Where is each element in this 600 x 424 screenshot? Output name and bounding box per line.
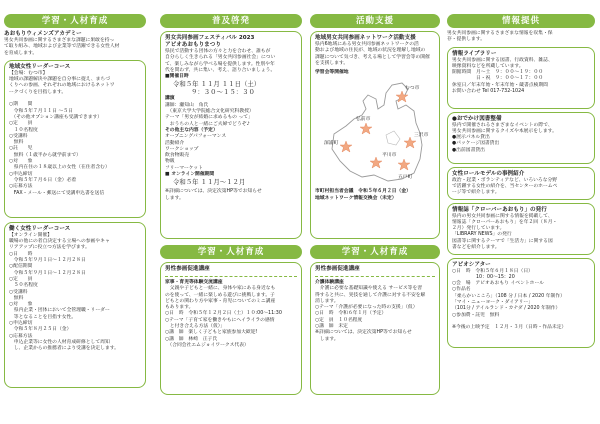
theater-line: ○日 時 令和５年６月１８日（日） (452, 268, 533, 274)
working-course-line: 県内企業・団体において全管理職・リーダー (9, 308, 110, 314)
working-course-line: ○配信期間 (9, 264, 33, 270)
marker-fukaura (340, 141, 352, 152)
marker-misawa (404, 137, 416, 148)
column-awareness (160, 14, 302, 395)
lecture-line: 講師：瀬知山 角氏 (165, 102, 209, 108)
regional-course-line: ○申込締切 (9, 171, 33, 177)
childcare-course-line: どもとの関わり方や家事・育児についてのミニ講座 (165, 298, 276, 304)
network-support-box (310, 31, 440, 239)
childcare-course-line: のを使って、一緒に楽しめる遊びに挑戦します。子 (165, 292, 275, 298)
festival-box (160, 31, 302, 239)
childcare-course-line: ○講 師 林崎 正子氏 (165, 336, 218, 342)
library-line: 日・祝 ９：００～１７：００ (452, 76, 544, 82)
working-course-line: 等となることを目指す女性。 (9, 314, 77, 320)
regional-course-line: 令和５年７月１１日 ～５日 (9, 108, 73, 114)
working-course-line: ５０名程度 (9, 283, 38, 289)
lecture-line: テーマ「男女が結婚に求めるもの って」 (165, 115, 253, 121)
other-item-line: 物販 (165, 159, 175, 165)
column-information (447, 14, 595, 348)
regional-course-line: ○託 児 (9, 146, 33, 152)
festival-date-label: ■開催日時 (165, 74, 189, 80)
outreach-title: ●おでかけ図書整備 (452, 115, 502, 122)
festival-title: 男女共同参画フェスティバル 2023 (165, 35, 255, 41)
theater-line: 「マイ・ニューヨーク・ダイアリー」 (452, 300, 534, 306)
newsletter-line: 県内の男女共同参画に関する情報を掲載して、 (452, 213, 553, 219)
regional-leader-course (4, 60, 146, 218)
childcare-course-title: 男性参画促進講座 (165, 266, 210, 272)
network-desc-line: 課題について気づき、考える場として学習会等の開催 (315, 54, 430, 60)
regional-course-title: 地域女性リーダーコース (9, 63, 71, 70)
regional-course-line: ○期 間 (9, 102, 33, 108)
working-course-line: 【オンライン開催】 (9, 232, 53, 238)
childcare-course-sub: 家事・育児等体験交流講座 (165, 280, 223, 285)
care-course-line: ○日 時 令和６年１月（予定） (315, 311, 387, 317)
library-line: 開館時間 月～土 ９：００～１９：００ (452, 70, 544, 76)
working-women-course (4, 222, 146, 388)
section-header-awareness: 普及啓発 (160, 14, 302, 28)
childcare-course-box (160, 262, 302, 395)
regional-course-line: 地域の課題解決や課題を自分事に捉え、まちづ (9, 77, 110, 83)
care-course-sub: 介護体験講座 (315, 280, 344, 285)
festival-date: 令和５年 １１月 １１日（土） (173, 80, 261, 89)
city-hirosaki: 弘前市 (356, 117, 371, 123)
section-header-activity: 活動支援 (310, 14, 440, 28)
lecture-line: おうちの人と一緒にご夫婦でどうぞ♪ (165, 121, 250, 127)
working-course-line: リアアップに役立つ方法を学びます。 (9, 245, 90, 251)
network-desc-line: 動および地域の住民が、地域の状況を理解し地域の (315, 48, 426, 54)
theater-line: （101分 / アイルランド・カナダ / 2020 年制作） (452, 306, 561, 312)
working-course-line: ○申込締切 (9, 321, 33, 327)
regional-course-line: ○受講料 (9, 133, 28, 139)
theater-line: ○作品名 (452, 287, 471, 293)
theater-line: ※今後の上映予定 １２月・３月（日時・作品未定） (452, 325, 567, 331)
meeting-date: 市町村担当者会議 令和５年６月２日（金） (315, 189, 411, 195)
academy-title: あおもりウィメンズアカデミー (4, 31, 82, 37)
city-gonohe: 五戸町 (398, 175, 413, 181)
care-course-line: 消します。 (315, 298, 339, 304)
role-model-line: ージ等で紹介します。 (452, 190, 500, 196)
childcare-course-line: もあります。 (165, 305, 194, 311)
outreach-line: 男女共同参画に関するクイズや本展示をします。 (452, 128, 557, 134)
working-course-line: し、企業からの推薦者により受講を決定します。 (9, 346, 119, 352)
lecture-line: （東京大学大学院総合文化研究科教授） (165, 109, 254, 115)
working-course-line: ○対 象 (9, 302, 33, 308)
working-course-line: ○定 員 (9, 276, 33, 282)
exchange-meeting: 地域ネットワーク情報交換会（未定） (315, 195, 397, 201)
childcare-course-line: と付き合える方法（仮）」 (165, 324, 225, 330)
city-hiraka: 平川市 (382, 153, 397, 159)
library-line: 映像資料などを所蔵しています。 (452, 63, 524, 69)
city-misawa: 三沢市 (414, 133, 429, 139)
newsletter-line: 書などを紹介します。 (452, 245, 500, 251)
theater-line: ○会 場 アピオあおもり イベントホール (452, 281, 544, 287)
theater-line: 「柔らかいこころ」（108 分 / 日本 / 2020 年制作） (452, 293, 565, 299)
role-model-box (447, 167, 595, 200)
festival-desc-line: 代を問わず、共に集い、考え、語り合いましょう。 (165, 67, 276, 73)
map-title: 学習会等開催地 (315, 70, 349, 76)
festival-desc-line: 自分らしく生きられる「男女共同参画社会」につい (165, 55, 276, 61)
care-course-line: ※詳細については、決定次第HP等でお知らせ (315, 330, 412, 336)
outreach-line: ●展示パネル貸出 (452, 135, 490, 141)
outreach-box (447, 112, 595, 164)
working-course-line: 令和５年９月１日～１２月２８日 (9, 258, 86, 264)
role-model-line: 政治・起業・ボランティアなど、いろいろな分野 (452, 177, 558, 183)
working-course-line: 令和５年８月２５日（金） (9, 327, 72, 333)
lecture-label: 講演 (165, 96, 175, 102)
marker-gonohe (398, 159, 410, 170)
academy-desc-2: て取り組み、地域および企業等で活躍できる女性人材 (4, 44, 120, 50)
working-course-title: 働く女性リーダーコース (9, 225, 71, 232)
working-course-line: ○応募方法 (9, 333, 33, 339)
care-course-line: ○講 師 未定 (315, 324, 348, 330)
childcare-course-line: （合同会社エムジョイワークス代表） (165, 342, 249, 348)
regional-course-line: 【会場：むつ市】 (9, 70, 48, 76)
other-item-line: 飲食物販売 (165, 153, 189, 159)
column-learning (4, 14, 146, 388)
online-label: ■ オンライン開催期間 (165, 172, 215, 178)
care-course-line: します。 (315, 336, 339, 342)
marker-hirosaki (360, 123, 372, 134)
info-intro-2: 存・提供します。 (447, 37, 485, 43)
festival-time: ９：３０～１５：３０ (191, 88, 255, 97)
festival-desc-line: て、楽しみながら学べる場を提供します。性別や年 (165, 61, 275, 67)
column-activity (310, 14, 440, 395)
academy-desc-3: を育成します。 (4, 50, 38, 56)
network-desc-line: を支援します。 (315, 60, 349, 66)
network-desc-line: 県内6地域にある男女共同参画ネットワークの活 (315, 42, 419, 47)
aomori-map (316, 79, 434, 187)
section-header-information: 情報提供 (447, 14, 595, 28)
academy-intro (4, 31, 146, 57)
newsletter-title: 情報誌「クローバーあおもり」の発行 (452, 206, 547, 213)
regional-course-line: ○対 象 (9, 159, 33, 165)
theater-line: 10：00～15：20 (452, 274, 515, 280)
role-model-title: 女性ロールモデルの事例紹介 (452, 170, 525, 177)
working-course-line: 申込企業等に女性の人材育成研修として周知 (9, 339, 110, 345)
section-header-learning: 学習・人材育成 (4, 14, 146, 28)
festival-subtitle: アピオあおもりまつり (165, 42, 221, 48)
care-course-line: 介護に必要な基礎知識や使える サービス等を習 (315, 286, 423, 292)
childcare-course-line: 父親や子どもと一緒に、身体や家にある身近なも (165, 286, 276, 292)
section-header-learning-3: 学習・人材育成 (310, 245, 440, 259)
info-intro-1: 男女共同参画に関するさまざまな情報を収集・保 (447, 31, 553, 36)
regional-course-line: ○定 員 (9, 121, 33, 127)
regional-course-line: １０名程度 (9, 127, 38, 133)
library-line: 休室日／年末年始・年末年始・蔵書点検期間 (452, 82, 548, 88)
working-course-line: 令和５年９月１日～１２月２８日 (9, 270, 86, 276)
regional-course-line: くりへの参画、それぞれの地域におけるネットワ (9, 83, 115, 89)
regional-course-line: ークづくりを目指します。 (9, 89, 67, 95)
library-line: お問い合わせ Tel 017-732-1024 (452, 89, 525, 95)
care-course-line: 得すると共に、実技を通して介護に対する不安を解 (315, 292, 426, 298)
newsletter-line: 図書等に関するテーマで「生活力」に関する図 (452, 238, 553, 244)
theater-box (447, 258, 595, 348)
regional-course-line: （その他オプション講座も受講できます） (9, 114, 103, 120)
regional-course-line: 無料（１歳半から就学前まで） (9, 152, 81, 158)
other-item-line: オープニングパフォーマンス (165, 134, 227, 140)
outreach-line: ●出前図書貸出 (452, 147, 485, 153)
regional-course-line: FAX・メール・郵送にて受講申込書を送信 (9, 190, 105, 196)
theater-line: ○参加費・託児 無料 (452, 312, 500, 318)
working-course-line: ○日 時 (9, 251, 33, 257)
other-item-line: ワークショップ (165, 146, 199, 152)
academy-desc-1: 男女共同参画に関するさまざまな課題に果敢を持っ (4, 38, 115, 43)
festival-note-2: します。 (165, 195, 184, 201)
festival-desc-line: 県民で活動する団体の方々と力を合わせ、誰もが (165, 49, 271, 54)
regional-course-line: ○応募方法 (9, 184, 33, 190)
other-item-line: フリーマーケット (165, 165, 203, 171)
library-box (447, 47, 595, 109)
care-course-line: ○テーマ「介護が必要になった時の支援」（仮） (315, 305, 418, 311)
role-model-line: で活躍する女性の紹介を、当センターのホームペ (452, 183, 558, 189)
working-course-line: ○受講料 (9, 289, 28, 295)
care-course-title: 男性参画促進講座 (315, 266, 360, 272)
regional-course-line: 令和５年７月６日（金）必着 (9, 177, 77, 183)
city-fukaura: 深浦町 (324, 141, 339, 147)
childcare-course-line: ○テーマ「子育て家を働きやもにヘイライラの感情 (165, 317, 275, 323)
other-label: その他主な内容（予定） (165, 127, 218, 133)
regional-course-line: 無料 (9, 140, 24, 146)
working-course-line: 職場の他にの者自決定する立場への参画やキャ (9, 239, 110, 245)
childcare-course-line: ○日 時 令和５年１２月２日（土）１０:00～11:30 (165, 311, 282, 317)
newsletter-line: ２月）発行しています。 (452, 226, 505, 232)
festival-note: ※詳細については、決定次第HP等でお知らせ (165, 189, 262, 195)
newsletter-line: 情報誌「クローバーあおもり」を年２回（８月・ (452, 219, 558, 225)
newsletter-box (447, 203, 595, 255)
info-intro (447, 31, 595, 44)
regional-course-line: 県内在住の１８歳以上の女性（在住者含む） (9, 165, 110, 171)
library-line: 男女共同参画に関する図書、行政資料、雑誌、 (452, 57, 553, 63)
section-header-learning-2: 学習・人材育成 (160, 245, 302, 259)
online-period: 令和５年 １１月～１２月 (173, 178, 246, 187)
childcare-course-line: ○講 師 楽しく子どもと家族参加大歓迎! (165, 330, 258, 336)
city-mutsu: むつ市 (405, 86, 420, 92)
marker-hiraka (370, 157, 382, 168)
theater-title: アピオシアター (452, 261, 491, 268)
working-course-line: 無料 (9, 295, 24, 301)
other-item-line: 活動紹介 (165, 140, 185, 146)
outreach-line: ●パッケージ図書貸出 (452, 141, 500, 147)
care-course-box (310, 262, 440, 395)
newsletter-line: 「LIBRARY NEWS」の発行 (452, 232, 512, 238)
network-title: 地域男女共同参画ネットワーク活動支援 (315, 35, 416, 41)
care-course-line: ○定 員 １０名程度 (315, 317, 363, 323)
library-title: 情報ライブラリー (452, 50, 497, 57)
outreach-line: 県内で開催されるさまざまなイベントの際で、 (452, 122, 553, 128)
